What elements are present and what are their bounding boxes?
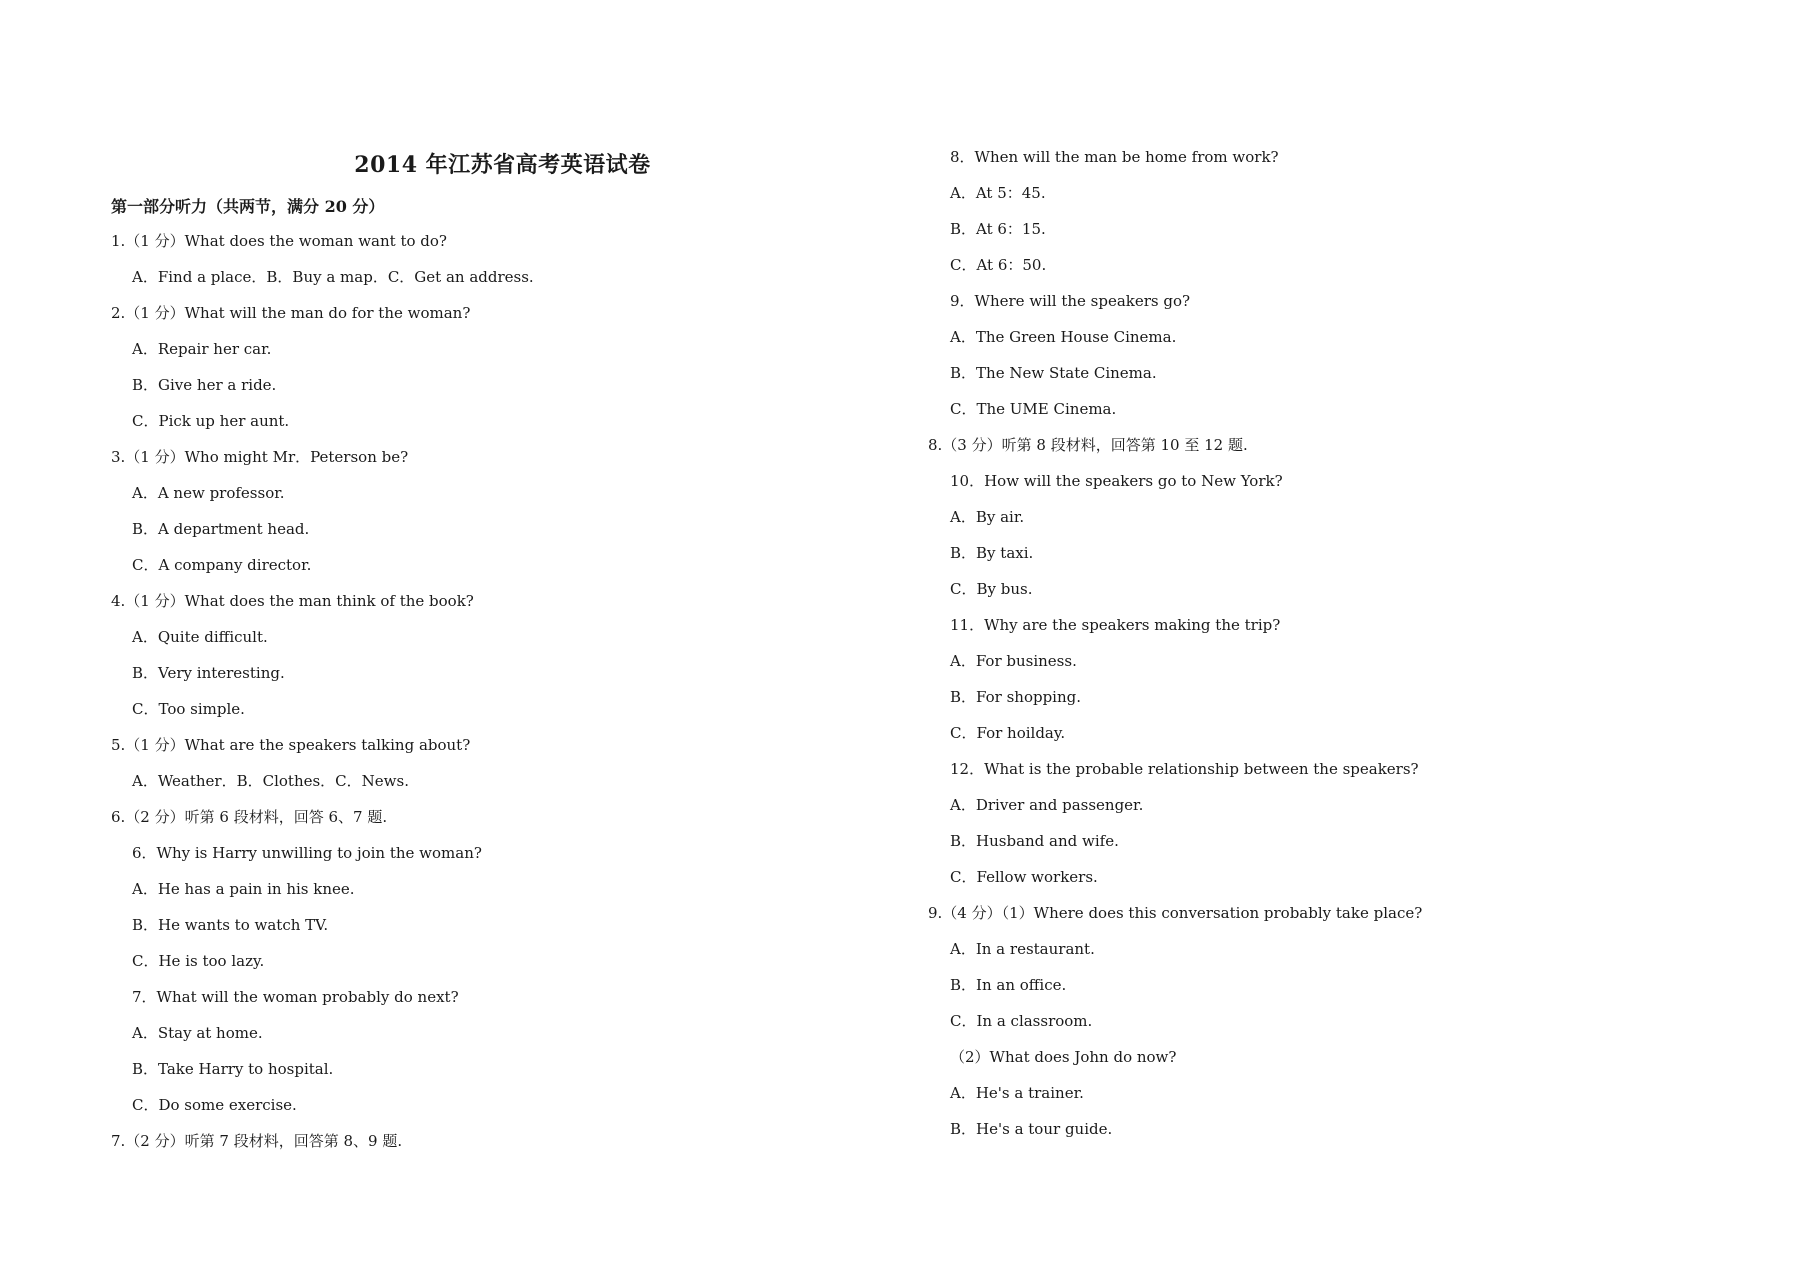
- question-line: 7.（2 分）听第 7 段材料，回答第 8、9 题.: [111, 1132, 403, 1150]
- option-line: 7．What will the woman probably do next?: [132, 988, 459, 1006]
- option-line: C．Too simple.: [132, 700, 245, 718]
- option-line: B．Give her a ride.: [132, 376, 277, 394]
- option-line: A．For business.: [950, 652, 1077, 670]
- option-line: A．He's a trainer.: [950, 1084, 1084, 1102]
- question-line: 1.（1 分）What does the woman want to do?: [111, 232, 447, 250]
- option-line: （2）What does John do now?: [950, 1048, 1177, 1066]
- option-line: C．By bus.: [950, 580, 1033, 598]
- option-line: A．At 5：45.: [950, 184, 1046, 202]
- option-line: B．In an office.: [950, 976, 1067, 994]
- question-line: 9.（4 分）（1）Where does this conversation probably take place?: [928, 904, 1423, 922]
- option-line: A．Find a place．B．Buy a map．C．Get an address.: [132, 268, 534, 286]
- option-line: 12．What is the probable relationship between the speakers?: [950, 760, 1419, 778]
- option-line: C．In a classroom.: [950, 1012, 1093, 1030]
- option-line: B．Very interesting.: [132, 664, 285, 682]
- question-line: 6.（2 分）听第 6 段材料，回答 6、7 题.: [111, 808, 388, 826]
- option-line: C．Fellow workers.: [950, 868, 1098, 886]
- question-line: 3.（1 分）Who might Mr．Peterson be?: [111, 448, 409, 466]
- option-line: B．The New State Cinema.: [950, 364, 1157, 382]
- option-line: A．Driver and passenger.: [950, 796, 1144, 814]
- option-line: B．He wants to watch TV.: [132, 916, 329, 934]
- question-line: 2.（1 分）What will the man do for the woman?: [111, 304, 471, 322]
- option-line: C．For hoilday.: [950, 724, 1066, 742]
- section-heading: 第一部分听力（共两节，满分 20 分）: [111, 197, 385, 216]
- option-line: 9．Where will the speakers go?: [950, 292, 1191, 310]
- option-line: B．Husband and wife.: [950, 832, 1119, 850]
- question-line: 5.（1 分）What are the speakers talking about?: [111, 736, 471, 754]
- option-line: C．Pick up her aunt.: [132, 412, 290, 430]
- option-line: B．A department head.: [132, 520, 310, 538]
- option-line: 6．Why is Harry unwilling to join the woman?: [132, 844, 482, 862]
- option-line: B．Take Harry to hospital.: [132, 1060, 334, 1078]
- question-line: 4.（1 分）What does the man think of the book?: [111, 592, 474, 610]
- option-line: B．At 6：15.: [950, 220, 1046, 238]
- option-line: A．He has a pain in his knee.: [132, 880, 355, 898]
- option-line: A．The Green House Cinema.: [950, 328, 1177, 346]
- option-line: B．By taxi.: [950, 544, 1034, 562]
- option-line: A．Quite difficult.: [132, 628, 268, 646]
- option-line: 11．Why are the speakers making the trip?: [950, 616, 1281, 634]
- option-line: B．He's a tour guide.: [950, 1120, 1113, 1138]
- option-line: C．The UME Cinema.: [950, 400, 1117, 418]
- option-line: 10．How will the speakers go to New York?: [950, 472, 1283, 490]
- option-line: B．For shopping.: [950, 688, 1082, 706]
- option-line: C．At 6：50.: [950, 256, 1047, 274]
- option-line: A．A new professor.: [132, 484, 285, 502]
- option-line: A．Stay at home.: [132, 1024, 263, 1042]
- option-line: A．In a restaurant.: [950, 940, 1095, 958]
- exam-title: 2014 年江苏省高考英语试卷: [354, 152, 651, 178]
- option-line: A．Repair her car.: [132, 340, 272, 358]
- option-line: 8．When will the man be home from work?: [950, 148, 1279, 166]
- option-line: A．By air.: [950, 508, 1025, 526]
- option-line: C．A company director.: [132, 556, 312, 574]
- option-line: C．He is too lazy.: [132, 952, 265, 970]
- option-line: A．Weather．B．Clothes．C．News.: [132, 772, 409, 790]
- option-line: C．Do some exercise.: [132, 1096, 297, 1114]
- question-line: 8.（3 分）听第 8 段材料，回答第 10 至 12 题.: [928, 436, 1248, 454]
